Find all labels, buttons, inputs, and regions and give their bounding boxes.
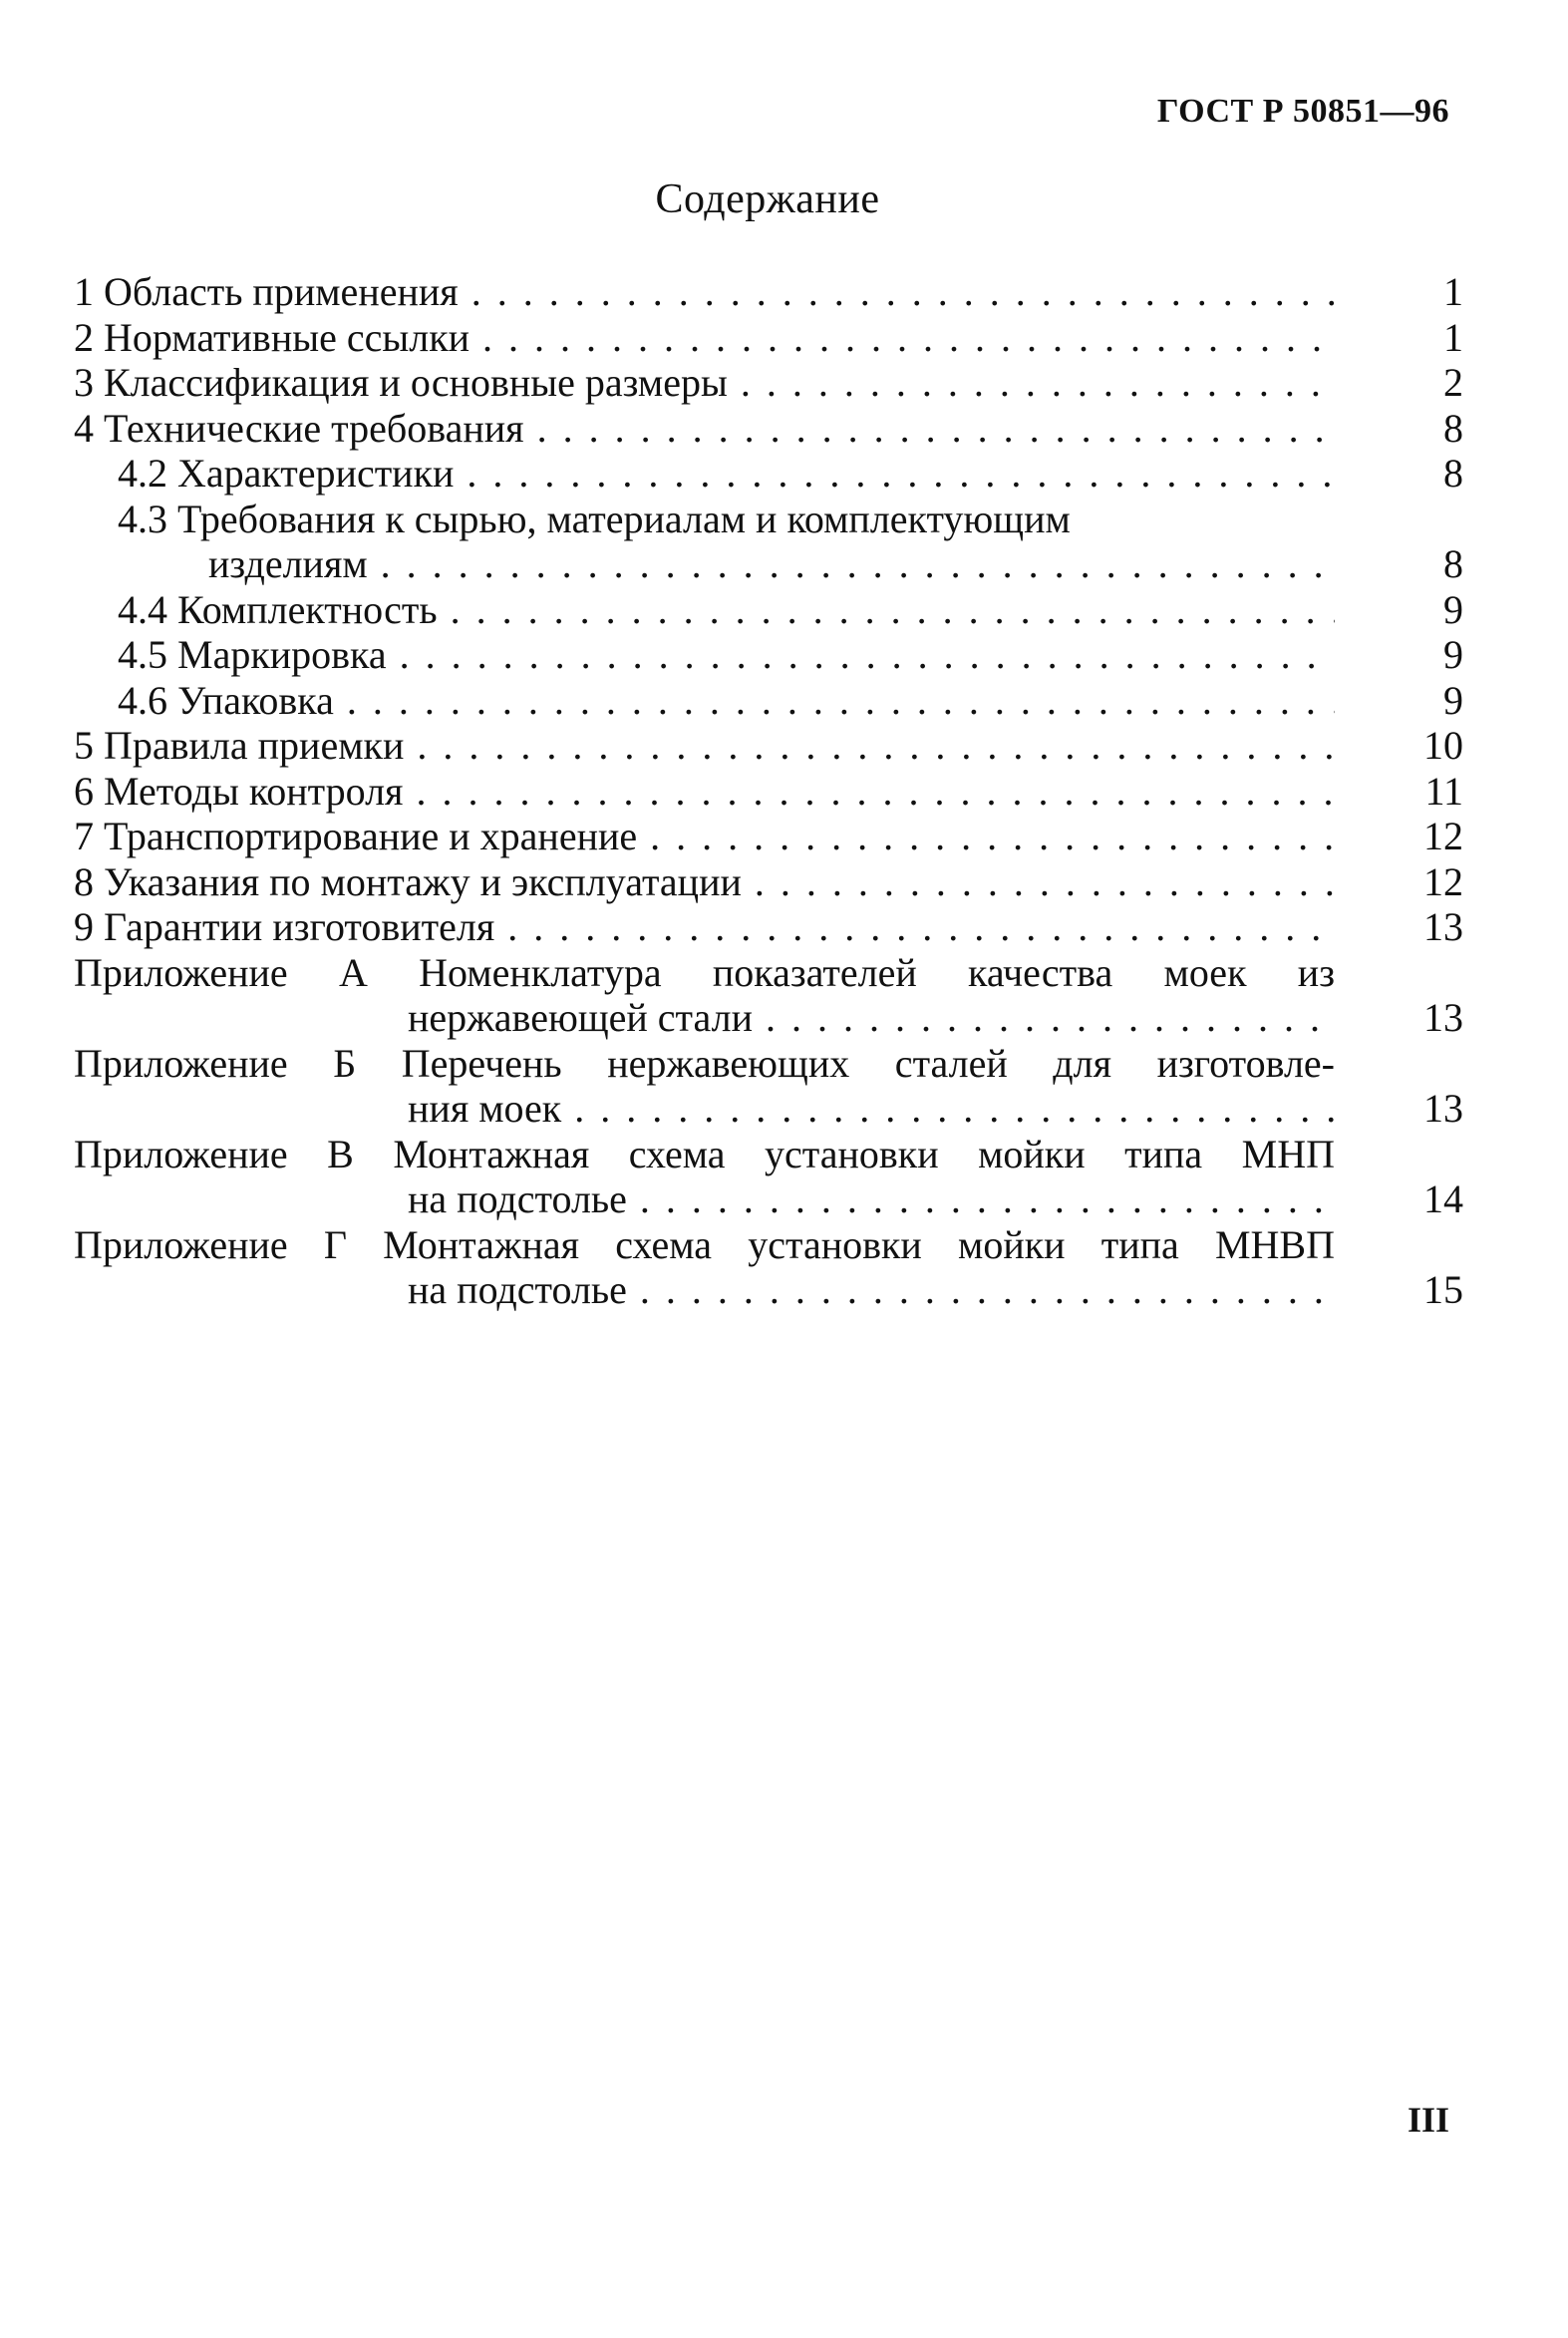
toc-entry-page: 14: [1423, 1176, 1463, 1221]
toc-entry-label-line1: 4.3 Требования к сырью, материалам и комплектующим: [118, 496, 1071, 541]
toc-entry-page: 1: [1443, 269, 1463, 314]
toc-entry-page: 15: [1423, 1267, 1463, 1312]
page-title: Содержание: [655, 176, 880, 222]
toc-entry-label-line2: ния моек . . .: [408, 1086, 1335, 1132]
toc-entry-7[interactable]: [74, 814, 1463, 859]
toc-entry-page: 9: [1443, 632, 1463, 677]
toc-entry-2[interactable]: [74, 315, 1463, 361]
toc-entry-page: 8: [1443, 541, 1463, 586]
toc-entry-3[interactable]: [74, 360, 1463, 406]
toc-entry-4-5[interactable]: [74, 632, 1463, 678]
toc-entry-page: 13: [1423, 904, 1463, 949]
toc-entry-label-line2: на подстолье . . .: [408, 1176, 1335, 1222]
toc-entry-label-line2: изделиям . . .: [208, 541, 1335, 587]
toc-entry-page: 9: [1443, 586, 1463, 632]
toc-entry-label: 8 Указания по монтажу и эксплуатации . . .: [74, 859, 1335, 905]
table-of-contents: [74, 269, 1463, 1313]
toc-entry-4[interactable]: [74, 406, 1463, 452]
toc-entry-page: 13: [1423, 1086, 1463, 1131]
toc-entry-4-6[interactable]: [74, 678, 1463, 724]
toc-entry-label-line2: нержавеющей стали . . .: [408, 995, 1335, 1041]
toc-entry-label-line1: Приложение Б Перечень нержавеющих сталей для изготовле-: [74, 1040, 1335, 1086]
toc-entry-page: 12: [1423, 814, 1463, 858]
toc-entry-page: 8: [1443, 451, 1463, 496]
toc-entry-page: 9: [1443, 677, 1463, 723]
toc-entry-label: 9 Гарантии изготовителя . . .: [74, 904, 1335, 950]
toc-entry-label-line1: Приложение В Монтажная схема установки мойки типа МНП: [74, 1131, 1335, 1176]
toc-entry-4-2[interactable]: [74, 451, 1463, 497]
toc-entry-label: 5 Правила приемки . . .: [74, 723, 1335, 769]
toc-entry-label-line2: на подстолье . . .: [408, 1267, 1335, 1313]
toc-entry-1[interactable]: [74, 269, 1463, 315]
toc-entry-appendix-v[interactable]: [74, 1132, 1463, 1177]
toc-entry-label-line1: Приложение Г Монтажная схема установки мойки типа МНВП: [74, 1221, 1335, 1267]
toc-entry-page: 2: [1443, 360, 1463, 405]
toc-entry-page: 12: [1423, 858, 1463, 904]
toc-entry-label: 3 Классификация и основные размеры . . .: [74, 360, 1335, 406]
toc-entry-9[interactable]: [74, 904, 1463, 950]
toc-entry-appendix-a[interactable]: [74, 950, 1463, 996]
toc-entry-label: 6 Методы контроля . . .: [74, 769, 1335, 815]
toc-entry-label: 4.4 Комплектность . . .: [118, 587, 1335, 633]
toc-entry-appendix-g[interactable]: [74, 1222, 1463, 1268]
page-number: III: [1407, 2100, 1449, 2140]
toc-entry-page: 13: [1423, 995, 1463, 1040]
toc-entry-8[interactable]: [74, 859, 1463, 905]
toc-entry-appendix-v-cont[interactable]: [74, 1176, 1463, 1222]
toc-entry-label-line1: Приложение А Номенклатура показателей качества моек из: [74, 949, 1335, 995]
toc-entry-6[interactable]: [74, 769, 1463, 815]
toc-entry-appendix-b[interactable]: [74, 1041, 1463, 1087]
toc-entry-label: 4.6 Упаковка . . .: [118, 678, 1335, 724]
toc-entry-label: 4.5 Маркировка . . .: [118, 632, 1335, 678]
document-header: ГОСТ Р 50851—96: [1156, 93, 1449, 130]
toc-entry-page: 1: [1443, 314, 1463, 360]
toc-entry-page: 11: [1424, 768, 1463, 814]
toc-entry-appendix-g-cont[interactable]: [74, 1267, 1463, 1313]
toc-entry-label: 7 Транспортирование и хранение . . .: [74, 814, 1335, 859]
toc-entry-label: 1 Область применения . . .: [74, 269, 1335, 315]
toc-entry-page: 8: [1443, 405, 1463, 451]
toc-entry-label: 4 Технические требования . . .: [74, 406, 1335, 452]
toc-entry-label: 2 Нормативные ссылки . . .: [74, 315, 1335, 361]
toc-entry-4-3[interactable]: [74, 497, 1463, 542]
toc-entry-5[interactable]: [74, 723, 1463, 769]
toc-entry-label: 4.2 Характеристики . . .: [118, 451, 1335, 497]
toc-entry-page: 10: [1423, 723, 1463, 768]
toc-entry-appendix-b-cont[interactable]: [74, 1086, 1463, 1132]
toc-entry-4-4[interactable]: [74, 587, 1463, 633]
toc-entry-appendix-a-cont[interactable]: [74, 995, 1463, 1041]
toc-entry-4-3-cont[interactable]: [74, 541, 1463, 587]
